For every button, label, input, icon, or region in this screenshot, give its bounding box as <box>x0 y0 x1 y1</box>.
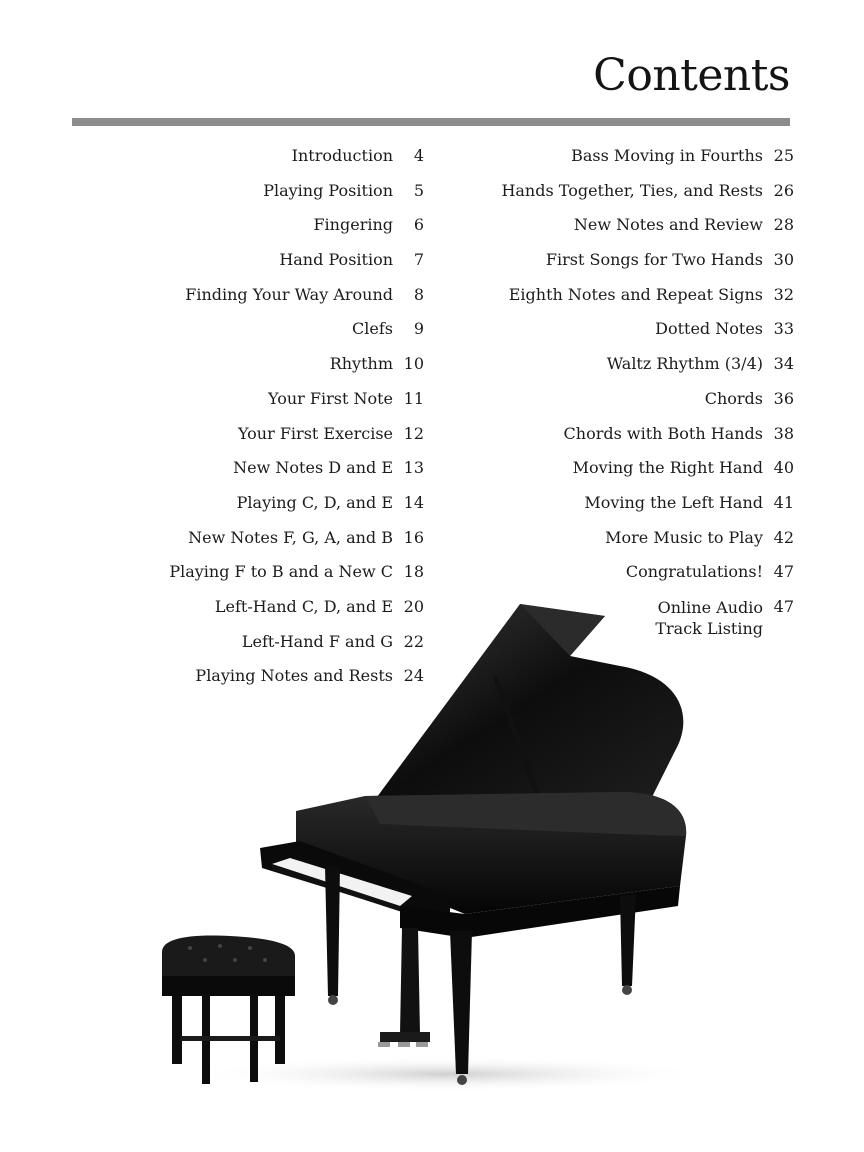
toc-entry-page: 36 <box>773 388 794 408</box>
toc-entry-page: 4 <box>413 146 424 165</box>
toc-entry[interactable] <box>100 562 424 597</box>
title-rule <box>72 118 790 126</box>
toc-entry[interactable] <box>450 146 794 181</box>
toc-entry[interactable] <box>100 146 424 181</box>
toc-entry[interactable] <box>450 181 794 216</box>
toc-entry-title: Moving the Left Hand <box>584 492 763 512</box>
toc-entry-title: Playing Position <box>263 180 393 200</box>
toc-entry[interactable] <box>100 528 424 563</box>
toc-entry-title: Dotted Notes <box>655 319 763 339</box>
toc-entry[interactable] <box>450 389 794 424</box>
toc-entry[interactable] <box>450 458 794 493</box>
toc-entry[interactable] <box>450 493 794 528</box>
toc-entry-page: 16 <box>403 527 424 547</box>
toc-entry-page: 30 <box>773 250 794 270</box>
toc-entry-title: First Songs for Two Hands <box>545 250 763 270</box>
toc-entry-page: 47 <box>773 562 794 582</box>
toc-entry-title: Eighth Notes and Repeat Signs <box>508 284 763 304</box>
toc-entry[interactable] <box>450 562 794 597</box>
toc-entry-title: Playing C, D, and E <box>236 492 393 512</box>
toc-entry-page: 10 <box>403 354 424 374</box>
toc-entry[interactable] <box>450 285 794 320</box>
toc-entry[interactable] <box>100 354 424 389</box>
toc-entry-title: Hands Together, Ties, and Rests <box>501 180 763 200</box>
toc-entry-page: 12 <box>403 423 424 443</box>
toc-entry-page: 14 <box>403 492 424 512</box>
toc-entry[interactable] <box>450 250 794 285</box>
toc-entry-page: 5 <box>413 180 424 200</box>
toc-entry-title: More Music to Play <box>605 527 763 547</box>
toc-entry[interactable] <box>100 389 424 424</box>
toc-entry-title: Congratulations! <box>625 562 763 582</box>
toc-entry-page: 28 <box>773 215 794 235</box>
toc-entry-page: 25 <box>773 146 794 165</box>
toc-entry-title: Your First Exercise <box>237 423 393 443</box>
toc-entry[interactable] <box>450 424 794 459</box>
toc-entry-page: 42 <box>773 527 794 547</box>
toc-entry-title: Finding Your Way Around <box>185 284 393 304</box>
toc-entry-page: 20 <box>403 596 424 616</box>
toc-entry[interactable] <box>450 215 794 250</box>
toc-entry-page: 7 <box>413 250 424 270</box>
toc-entry-title: Left-Hand C, D, and E <box>214 596 393 616</box>
toc-entry-title: Clefs <box>352 319 393 339</box>
toc-entry[interactable] <box>100 181 424 216</box>
toc-entry[interactable] <box>100 215 424 250</box>
toc-entry-page: 34 <box>773 354 794 374</box>
toc-entry-title: Fingering <box>313 215 393 235</box>
toc-entry[interactable] <box>100 250 424 285</box>
toc-right-column <box>450 146 794 638</box>
toc-entry-title: Rhythm <box>329 354 393 374</box>
toc-entry-title: New Notes F, G, A, and B <box>188 527 393 547</box>
toc-entry-page: 22 <box>403 631 424 651</box>
toc-entry[interactable] <box>100 285 424 320</box>
toc-entry[interactable] <box>450 319 794 354</box>
toc-entry-title: Left-Hand F and G <box>241 631 393 651</box>
toc-entry-page: 32 <box>773 284 794 304</box>
toc-entry-title: Bass Moving in Fourths <box>571 146 763 165</box>
toc-entry[interactable] <box>450 528 794 563</box>
grand-piano-illustration <box>150 596 710 1096</box>
toc-entry[interactable] <box>100 458 424 493</box>
toc-entry-page: 47 <box>773 596 794 616</box>
toc-entry-title: Chords with Both Hands <box>563 423 763 443</box>
toc-entry-title: Waltz Rhythm (3/4) <box>606 354 763 374</box>
page-title: Contents <box>593 50 790 101</box>
toc-entry-page: 9 <box>413 319 424 339</box>
toc-entry-page: 41 <box>773 492 794 512</box>
toc-entry-page: 18 <box>403 562 424 582</box>
toc-entry-title-line1: Online Audio <box>657 597 763 617</box>
toc-entry-page: 38 <box>773 423 794 443</box>
toc-entry-page: 8 <box>413 284 424 304</box>
toc-entry-page: 40 <box>773 458 794 478</box>
toc-entry-page: 6 <box>413 215 424 235</box>
toc-entry-page: 24 <box>403 666 424 686</box>
toc-entry[interactable] <box>100 319 424 354</box>
toc-entry-title: Moving the Right Hand <box>572 458 763 478</box>
toc-entry-title: Playing F to B and a New C <box>169 562 393 582</box>
toc-entry-title: Playing Notes and Rests <box>195 666 393 686</box>
toc-entry-page: 26 <box>773 180 794 200</box>
toc-entry-title: New Notes and Review <box>573 215 763 235</box>
toc-entry[interactable] <box>100 493 424 528</box>
toc-entry-title: Your First Note <box>268 388 393 408</box>
toc-entry[interactable] <box>450 354 794 389</box>
toc-entry-page: 33 <box>773 319 794 339</box>
toc-entry-title: Introduction <box>291 146 393 165</box>
toc-entry-title: New Notes D and E <box>233 458 393 478</box>
toc-entry-page: 13 <box>403 458 424 478</box>
toc-entry-title-line2: Track Listing <box>655 618 763 638</box>
toc-entry-title: Chords <box>704 388 763 408</box>
toc-entry[interactable] <box>100 424 424 459</box>
toc-entry-page: 11 <box>403 388 424 408</box>
toc-entry-title: Hand Position <box>279 250 393 270</box>
